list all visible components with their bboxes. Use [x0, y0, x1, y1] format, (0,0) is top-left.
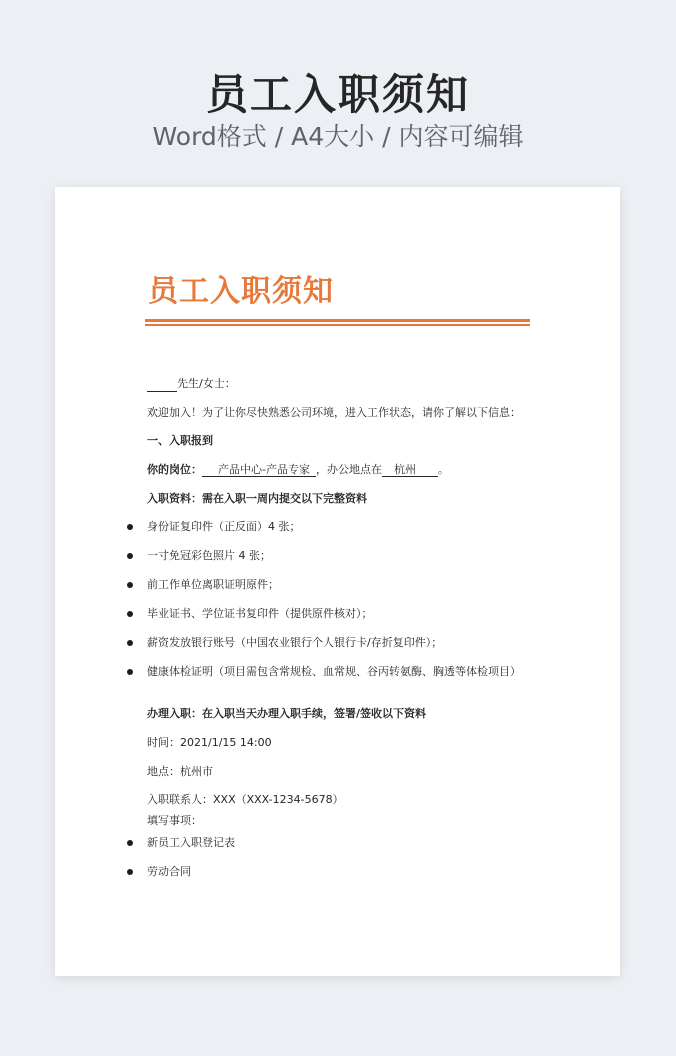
bullet-dot — [127, 553, 133, 559]
hero-subtitle: Word格式 / A4大小 / 内容可编辑 — [152, 122, 524, 151]
bullet-dot — [127, 840, 133, 846]
fill-items-label: 填写事项： — [147, 814, 202, 827]
position-value: 产品中心-产品专家 — [202, 463, 316, 477]
section1-heading: 一、入职报到 — [147, 434, 213, 447]
document-title: 员工入职须知 — [148, 274, 334, 309]
materials-item: 前工作单位离职证明原件； — [147, 578, 279, 591]
materials-item: 身份证复印件（正反面）4 张； — [147, 520, 301, 533]
bullet-dot — [127, 524, 133, 530]
materials-heading: 入职资料：需在入职一周内提交以下完整资料 — [147, 492, 367, 505]
title-rule-bottom — [145, 324, 530, 326]
fill-item: 劳动合同 — [147, 865, 191, 878]
period: 。 — [437, 463, 449, 476]
salutation-text: 先生/女士： — [177, 377, 236, 390]
materials-item: 薪资发放银行账号（中国农业银行个人银行卡/存折复印件）； — [147, 636, 443, 649]
place-line: 地点：杭州市 — [147, 765, 213, 778]
checkin-heading: 办理入职：在入职当天办理入职手续，签署/签收以下资料 — [147, 707, 427, 720]
name-blank — [147, 379, 177, 392]
welcome-text: 欢迎加入！为了让你尽快熟悉公司环境，进入工作状态，请你了解以下信息： — [147, 406, 521, 419]
bullet-dot — [127, 669, 133, 675]
bullet-dot — [127, 582, 133, 588]
materials-item: 健康体检证明（项目需包含常规检、血常规、谷丙转氨酶、胸透等体检项目） — [147, 665, 521, 678]
fill-item: 新员工入职登记表 — [147, 836, 235, 849]
bullet-dot — [127, 869, 133, 875]
document-page — [55, 187, 620, 976]
materials-item: 一寸免冠彩色照片 4 张； — [147, 549, 271, 562]
position-line — [147, 462, 577, 478]
salutation-line — [147, 376, 577, 392]
office-value: 杭州 — [382, 463, 438, 477]
contact-line: 入职联系人：XXX（XXX-1234-5678） — [147, 793, 344, 806]
position-label: 你的岗位： — [147, 463, 202, 476]
bullet-dot — [127, 640, 133, 646]
materials-item: 毕业证书、学位证书复印件（提供原件核对）； — [147, 607, 373, 620]
bullet-dot — [127, 611, 133, 617]
title-rule-top — [145, 319, 530, 322]
office-label: ，办公地点在 — [315, 463, 382, 476]
hero-title: 员工入职须知 — [205, 70, 470, 119]
time-line: 时间：2021/1/15 14:00 — [147, 736, 272, 749]
